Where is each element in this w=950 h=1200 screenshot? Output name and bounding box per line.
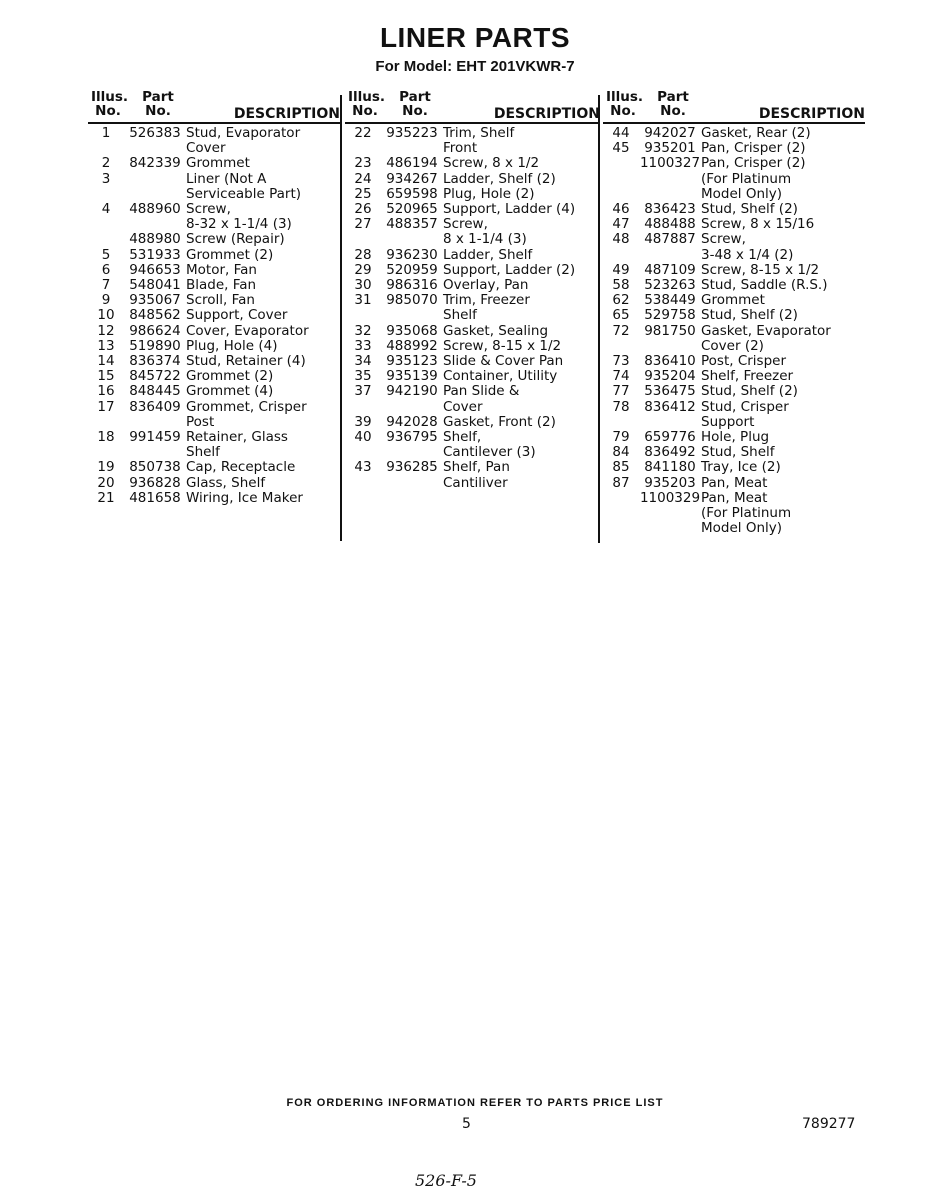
part-number: 1100329	[639, 489, 701, 506]
part-row	[88, 354, 340, 369]
part-number: 934267	[386, 170, 438, 187]
part-number: 986624	[129, 322, 181, 339]
part-number: 548041	[129, 277, 181, 294]
illus-number: 17	[97, 398, 115, 415]
part-number: 536475	[644, 383, 696, 400]
part-description: Cover, Evaporator	[186, 322, 309, 339]
part-row	[345, 354, 600, 369]
part-description: Screw, 8 x 1-1/4 (3)	[443, 216, 527, 248]
document-number: 789277	[802, 1116, 856, 1132]
part-row	[603, 126, 865, 141]
illus-number: 72	[612, 322, 630, 339]
illus-number: 47	[612, 216, 630, 233]
illus-number: 35	[354, 368, 372, 385]
illus-number: 74	[612, 368, 630, 385]
part-number: 487109	[644, 261, 696, 278]
part-number: 935201	[644, 140, 696, 157]
header-no: No.	[352, 103, 378, 119]
part-row	[88, 369, 340, 384]
illus-number: 7	[101, 277, 111, 294]
part-description: Screw (Repair)	[186, 231, 285, 248]
part-number: 836412	[644, 398, 696, 415]
part-row	[603, 476, 865, 491]
part-description: Stud, Shelf (2)	[701, 201, 798, 218]
illus-number: 19	[97, 459, 115, 476]
part-row	[603, 263, 865, 278]
illus-number: 48	[612, 231, 630, 248]
illus-number: 12	[97, 322, 115, 339]
part-number: 836409	[129, 398, 181, 415]
part-description: Gasket, Sealing	[443, 322, 549, 339]
part-number: 523263	[644, 277, 696, 294]
header-no: No.	[145, 103, 171, 119]
part-row	[88, 430, 340, 460]
part-number: 845722	[129, 368, 181, 385]
part-number: 488488	[644, 216, 696, 233]
illus-number: 45	[612, 140, 630, 157]
part-row	[88, 126, 340, 156]
part-number: 481658	[129, 489, 181, 506]
header-no: No.	[610, 103, 636, 119]
part-description: Shelf, Pan Cantiliver	[443, 459, 510, 491]
model-subtitle: For Model: EHT 201VKWR-7	[375, 58, 575, 75]
header-illus: Illus.	[348, 89, 386, 105]
part-row	[88, 172, 340, 202]
part-row	[603, 445, 865, 460]
part-number: 848562	[129, 307, 181, 324]
part-row	[88, 278, 340, 293]
illus-number: 1	[101, 125, 111, 141]
illus-number: 58	[612, 277, 630, 294]
part-number	[124, 172, 186, 202]
part-description: Trim, Shelf Front	[443, 125, 515, 157]
part-description: Trim, Freezer Shelf	[443, 292, 530, 324]
part-row	[88, 308, 340, 323]
part-number: 488992	[386, 337, 438, 354]
part-description: Container, Utility	[443, 368, 558, 385]
part-row	[603, 354, 865, 369]
part-row	[88, 400, 340, 430]
part-number: 850738	[129, 459, 181, 476]
part-description: Screw, 3-48 x 1/4 (2)	[701, 231, 794, 263]
part-row	[603, 293, 865, 308]
part-description: Stud, Shelf	[701, 444, 775, 461]
part-description: Hole, Plug	[701, 429, 770, 446]
part-row	[603, 156, 865, 202]
parts-rows	[88, 124, 340, 506]
part-description: Support, Ladder (2)	[443, 261, 576, 278]
part-description: Shelf, Freezer	[701, 368, 794, 385]
part-number: 946653	[129, 261, 181, 278]
header-no: No.	[402, 103, 428, 119]
illus-number: 27	[354, 216, 372, 233]
illus-number: 32	[354, 322, 372, 339]
part-row	[603, 430, 865, 445]
illus-number: 26	[354, 201, 372, 218]
part-description: Wiring, Ice Maker	[186, 489, 303, 506]
illus-number: 87	[612, 474, 630, 491]
header-no: No.	[95, 103, 121, 119]
illus-number: 31	[354, 292, 372, 309]
part-description: Scroll, Fan	[186, 292, 255, 309]
part-description: Plug, Hole (2)	[443, 185, 535, 202]
part-description: Retainer, Glass Shelf	[186, 429, 288, 461]
illus-number: 73	[612, 353, 630, 370]
page-number: 5	[462, 1116, 471, 1132]
part-description: Stud, Crisper Support	[701, 398, 789, 430]
column-divider	[340, 95, 342, 541]
part-number: 488980	[129, 231, 181, 248]
illus-number	[603, 491, 639, 537]
part-number: 842339	[129, 155, 181, 172]
illus-number: 34	[354, 353, 372, 370]
illus-number: 33	[354, 337, 372, 354]
part-number: 936285	[386, 459, 438, 476]
part-row	[603, 369, 865, 384]
illus-number: 84	[612, 444, 630, 461]
part-description: Pan, Meat	[701, 474, 768, 491]
header-description: DESCRIPTION	[233, 106, 340, 122]
part-description: Ladder, Shelf (2)	[443, 170, 556, 187]
part-row	[345, 187, 600, 202]
part-row	[345, 248, 600, 263]
illus-number: 18	[97, 429, 115, 446]
illus-number: 62	[612, 292, 630, 309]
illus-number: 65	[612, 307, 630, 324]
illus-number: 78	[612, 398, 630, 415]
illus-number: 79	[612, 429, 630, 446]
part-number: 1100327	[639, 155, 701, 172]
part-row	[345, 126, 600, 156]
part-number: 991459	[129, 429, 181, 446]
part-row	[345, 415, 600, 430]
part-description: Screw, 8-15 x 1/2	[701, 261, 820, 278]
part-row	[345, 430, 600, 460]
part-row	[345, 369, 600, 384]
part-row	[603, 232, 865, 262]
illus-number: 13	[97, 337, 115, 354]
illus-number: 39	[354, 413, 372, 430]
part-row	[345, 263, 600, 278]
illus-number: 15	[97, 368, 115, 385]
illus-number: 43	[354, 459, 372, 476]
part-description: Pan, Meat (For Platinum Model Only)	[701, 489, 792, 537]
part-row	[88, 202, 340, 232]
part-row	[345, 172, 600, 187]
part-row	[88, 491, 340, 506]
part-number: 986316	[386, 277, 438, 294]
illus-number: 29	[354, 261, 372, 278]
illus-number: 77	[612, 383, 630, 400]
illus-number: 4	[101, 201, 111, 218]
part-number: 935203	[644, 474, 696, 491]
part-description: Support, Ladder (4)	[443, 201, 576, 218]
illus-number: 16	[97, 383, 115, 400]
page-title: LINER PARTS	[379, 22, 571, 53]
part-number: 942028	[386, 413, 438, 430]
part-number: 936230	[386, 246, 438, 263]
illus-number: 5	[101, 246, 111, 263]
part-number: 531933	[129, 246, 181, 263]
part-description: Shelf, Cantilever (3)	[443, 429, 536, 461]
part-description: Screw, 8-32 x 1-1/4 (3)	[186, 201, 292, 233]
part-row	[603, 308, 865, 323]
illus-number: 49	[612, 261, 630, 278]
parts-column-3	[603, 88, 865, 536]
part-number: 935067	[129, 292, 181, 309]
illus-number: 25	[354, 185, 372, 202]
part-number: 942190	[386, 383, 438, 400]
header-description: DESCRIPTION	[758, 106, 865, 122]
part-row	[603, 217, 865, 232]
part-row	[345, 217, 600, 247]
part-description: Post, Crisper	[701, 353, 787, 370]
part-number: 935204	[644, 368, 696, 385]
part-description: Pan Slide & Cover	[443, 383, 520, 415]
part-row	[603, 491, 865, 537]
part-row	[88, 476, 340, 491]
illus-number: 3	[101, 170, 111, 187]
part-row	[603, 384, 865, 399]
part-number: 659776	[644, 429, 696, 446]
part-row	[88, 248, 340, 263]
part-number: 981750	[644, 322, 696, 339]
part-number: 942027	[644, 125, 696, 141]
part-description: Grommet (2)	[186, 368, 274, 385]
part-row	[603, 400, 865, 430]
part-number: 848445	[129, 383, 181, 400]
part-description: Stud, Retainer (4)	[186, 353, 306, 370]
illus-number	[603, 156, 639, 202]
illus-number: 46	[612, 201, 630, 218]
header-illus: Illus.	[91, 89, 129, 105]
part-row	[345, 324, 600, 339]
part-description: Blade, Fan	[186, 277, 257, 294]
part-row	[88, 156, 340, 171]
part-description: Overlay, Pan	[443, 277, 529, 294]
handwritten-note: 526-F-5	[415, 1171, 477, 1190]
illus-number: 44	[612, 125, 630, 141]
part-description: Stud, Shelf (2)	[701, 307, 798, 324]
part-row	[88, 460, 340, 475]
illus-number: 30	[354, 277, 372, 294]
part-row	[603, 324, 865, 354]
illus-number: 21	[97, 489, 115, 506]
part-description: Screw, 8 x 1/2	[443, 155, 540, 172]
part-number: 985070	[386, 292, 438, 309]
part-description: Grommet	[701, 292, 765, 309]
part-description: Stud, Shelf (2)	[701, 383, 798, 400]
header-no: No.	[660, 103, 686, 119]
parts-rows	[345, 124, 600, 491]
part-number: 520965	[386, 201, 438, 218]
part-number: 935123	[386, 353, 438, 370]
illus-number: 24	[354, 170, 372, 187]
part-number: 486194	[386, 155, 438, 172]
part-number: 526383	[129, 125, 181, 141]
part-number: 935223	[386, 125, 438, 141]
part-description: Grommet (4)	[186, 383, 274, 400]
part-description: Tray, Ice (2)	[701, 459, 781, 476]
part-row	[345, 339, 600, 354]
part-description: Gasket, Rear (2)	[701, 125, 811, 141]
part-row	[603, 460, 865, 475]
illus-number: 9	[101, 292, 111, 309]
part-description: Support, Cover	[186, 307, 288, 324]
part-row	[603, 141, 865, 156]
part-number: 529758	[644, 307, 696, 324]
part-row	[603, 278, 865, 293]
part-description: Pan, Crisper (2)	[701, 140, 806, 157]
part-number: 836374	[129, 353, 181, 370]
part-row	[88, 339, 340, 354]
header-description: DESCRIPTION	[493, 106, 600, 122]
part-description: Screw, 8 x 15/16	[701, 216, 815, 233]
ordering-note: FOR ORDERING INFORMATION REFER TO PARTS PRICE LIST	[286, 1097, 664, 1109]
part-row	[88, 232, 340, 247]
part-description: Grommet, Crisper Post	[186, 398, 307, 430]
illus-number	[88, 232, 124, 247]
column-header	[88, 88, 340, 124]
part-row	[345, 202, 600, 217]
column-header	[345, 88, 600, 124]
part-row	[345, 156, 600, 171]
part-description: Pan, Crisper (2) (For Platinum Model Only)	[701, 155, 806, 202]
illus-number: 10	[97, 307, 115, 324]
illus-number: 23	[354, 155, 372, 172]
part-description: Grommet (2)	[186, 246, 274, 263]
illus-number: 2	[101, 155, 111, 172]
part-description: Glass, Shelf	[186, 474, 266, 491]
part-description: Stud, Evaporator Cover	[186, 125, 301, 157]
part-number: 841180	[644, 459, 696, 476]
parts-column-2	[345, 88, 600, 491]
illus-number: 28	[354, 246, 372, 263]
part-row	[345, 384, 600, 414]
part-row	[88, 324, 340, 339]
part-description: Grommet	[186, 155, 250, 172]
parts-column-1	[88, 88, 340, 506]
part-number: 935139	[386, 368, 438, 385]
part-description: Plug, Hole (4)	[186, 337, 278, 354]
illus-number: 40	[354, 429, 372, 446]
part-number: 519890	[129, 337, 181, 354]
part-row	[603, 202, 865, 217]
part-description: Slide & Cover Pan	[443, 353, 564, 370]
part-row	[345, 460, 600, 490]
illus-number: 85	[612, 459, 630, 476]
illus-number: 22	[354, 125, 372, 141]
illus-number: 37	[354, 383, 372, 400]
header-part: Part	[657, 89, 689, 105]
header-part: Part	[399, 89, 431, 105]
part-description: Ladder, Shelf	[443, 246, 533, 263]
part-number: 538449	[644, 292, 696, 309]
part-number: 935068	[386, 322, 438, 339]
part-number: 836492	[644, 444, 696, 461]
part-row	[345, 278, 600, 293]
column-header	[603, 88, 865, 124]
part-number: 659598	[386, 185, 438, 202]
part-number: 520959	[386, 261, 438, 278]
part-description: Gasket, Evaporator Cover (2)	[701, 322, 831, 354]
part-description: Screw, 8-15 x 1/2	[443, 337, 562, 354]
part-description: Cap, Receptacle	[186, 459, 296, 476]
part-number: 487887	[644, 231, 696, 248]
part-row	[88, 384, 340, 399]
part-description: Gasket, Front (2)	[443, 413, 556, 430]
illus-number: 14	[97, 353, 115, 370]
part-row	[88, 293, 340, 308]
part-number: 488357	[386, 216, 438, 233]
parts-rows	[603, 124, 865, 536]
part-number: 836423	[644, 201, 696, 218]
part-number: 936828	[129, 474, 181, 491]
part-row	[88, 263, 340, 278]
illus-number: 6	[101, 261, 111, 278]
part-description: Stud, Saddle (R.S.)	[701, 277, 828, 294]
part-number: 936795	[386, 429, 438, 446]
part-description: Motor, Fan	[186, 261, 257, 278]
part-number: 488960	[129, 201, 181, 218]
header-illus: Illus.	[606, 89, 644, 105]
part-description: Liner (Not A Serviceable Part)	[186, 170, 302, 202]
part-number: 836410	[644, 353, 696, 370]
illus-number: 20	[97, 474, 115, 491]
header-part: Part	[142, 89, 174, 105]
part-row	[345, 293, 600, 323]
